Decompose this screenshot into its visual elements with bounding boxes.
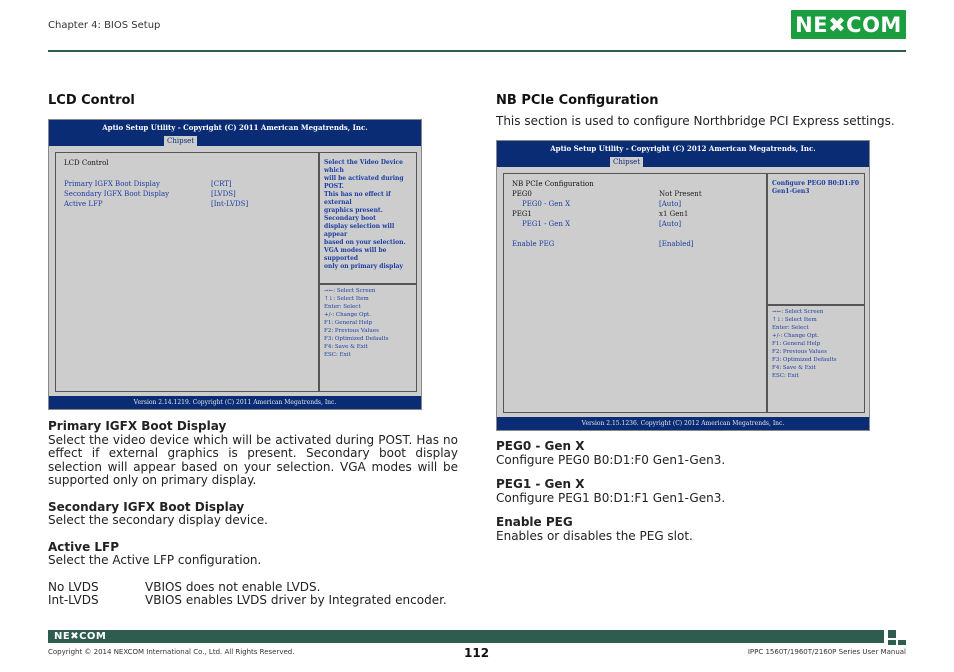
nb-section-intro: This section is used to configure Northbridge PCI Express settings. (496, 114, 895, 128)
bios-row-label: PEG1 (512, 210, 532, 218)
footer-square-icon (888, 630, 896, 638)
lcd-descriptions (48, 420, 458, 608)
option-name: No LVDS (48, 579, 99, 594)
option-name: Int-LVDS (48, 593, 99, 607)
bios-help-text (772, 180, 859, 196)
nb-section-title: NB PCIe Configuration (496, 93, 659, 108)
bios-help-panel (767, 173, 865, 305)
key-enter: Enter: Select (324, 304, 361, 310)
bios-row-value: [LVDS] (211, 190, 236, 198)
key-f2: F2: Previous Values (772, 349, 827, 355)
bios-header: Aptio Setup Utility - Copyright (C) 2012 American Megatrends, Inc. (497, 141, 869, 157)
footer-bar (48, 630, 884, 643)
option-desc: VBIOS does not enable LVDS. (145, 579, 321, 594)
nexcom-logo-footer: NE✖COM (54, 631, 107, 642)
bios-row-label: Enable PEG (512, 240, 555, 248)
bios-keys-panel (767, 305, 865, 413)
help-line: will be activated during POST. (324, 175, 404, 190)
item-title: Enable PEG (496, 515, 573, 529)
key-f3: F3: Optimized Defaults (324, 336, 389, 342)
help-line: VGA modes will be supported (324, 247, 387, 262)
help-line: Select the Video Device which (324, 159, 403, 174)
nb-bios-screen (496, 140, 870, 431)
key-select-screen: →←: Select Screen (772, 309, 824, 315)
help-line: only on primary display (324, 263, 403, 270)
key-change-opt: +/-: Change Opt. (772, 333, 820, 339)
key-f4: F4: Save & Exit (324, 344, 368, 350)
item-desc: Select the secondary display device. (48, 513, 268, 527)
bios-main-title: LCD Control (64, 159, 109, 167)
bios-tab-bar (49, 136, 421, 146)
bios-footer: Version 2.14.1219. Copyright (C) 2011 American Megatrends, Inc. (49, 396, 421, 409)
chapter-label: Chapter 4: BIOS Setup (48, 20, 161, 31)
bios-row-label: PEG0 - Gen X (522, 200, 571, 208)
key-enter: Enter: Select (772, 325, 809, 331)
key-f3: F3: Optimized Defaults (772, 357, 837, 363)
key-select-screen: →←: Select Screen (324, 288, 376, 294)
nexcom-logo: NE✖COM (791, 10, 906, 39)
bios-main-panel (503, 173, 767, 413)
key-esc: ESC: Exit (772, 373, 799, 379)
bios-row-value: [Enabled] (659, 240, 694, 248)
bios-row-label: Secondary IGFX Boot Display (64, 190, 170, 198)
help-line: display selection will appear (324, 223, 395, 238)
key-f4: F4: Save & Exit (772, 365, 816, 371)
footer-square-icon (888, 640, 896, 645)
bios-row-value: [Auto] (659, 200, 682, 208)
bios-key-list (772, 308, 837, 380)
tab-chipset: Chipset (164, 136, 197, 146)
help-line: based on your selection. (324, 239, 406, 246)
item-title: Active LFP (48, 539, 120, 554)
option-row (48, 594, 458, 608)
bios-row-value: Not Present (659, 190, 702, 198)
help-line: Configure PEG0 B0:D1:F0 (772, 180, 860, 187)
bios-keys-panel (319, 284, 417, 392)
bios-row-value: x1 Gen1 (659, 210, 689, 218)
page-number: 112 (464, 646, 490, 660)
bios-tab-bar (497, 157, 869, 167)
tab-chipset: Chipset (610, 157, 643, 167)
item-desc: Enables or disables the PEG slot. (496, 528, 693, 543)
key-select-item: ↑↓: Select Item (324, 296, 369, 302)
lcd-bios-screen (48, 119, 422, 410)
bios-header: Aptio Setup Utility - Copyright (C) 2011 American Megatrends, Inc. (49, 120, 421, 136)
key-esc: ESC: Exit (324, 352, 351, 358)
copyright-text: Copyright © 2014 NEXCOM International Co., Ltd. All Rights Reserved. (48, 648, 295, 656)
bios-key-list (324, 287, 389, 359)
item-title: Secondary IGFX Boot Display (48, 499, 245, 514)
item-desc: Configure PEG1 B0:D1:F1 Gen1-Gen3. (496, 490, 726, 505)
bios-main-panel (55, 152, 319, 392)
key-change-opt: +/-: Change Opt. (324, 312, 372, 318)
header-rule (48, 50, 906, 52)
nb-descriptions (496, 440, 906, 543)
key-f2: F2: Previous Values (324, 328, 379, 334)
item-title: PEG1 - Gen X (496, 477, 585, 491)
bios-help-text (324, 159, 416, 271)
bios-row-label: Primary IGFX Boot Display (64, 180, 160, 188)
bios-row-value: [Int-LVDS] (211, 200, 249, 208)
footer-square-icon (898, 640, 906, 645)
item-title: PEG0 - Gen X (496, 439, 585, 453)
option-desc: VBIOS enables LVDS driver by Integrated encoder. (145, 593, 447, 607)
key-select-item: ↑↓: Select Item (772, 317, 817, 323)
option-row (48, 581, 458, 595)
item-title: Primary IGFX Boot Display (48, 419, 227, 433)
bios-row-label: PEG1 - Gen X (522, 220, 571, 228)
manual-title: IPPC 1560T/1960T/2160P Series User Manual (747, 648, 906, 656)
bios-row-value: [CRT] (211, 180, 232, 188)
help-line: graphics present. Secondary boot (324, 207, 383, 222)
item-desc: Select the video device which will be activated during POST. Has no effect if external graphics is present. Secondary boot display selection will appear based on your selection. VGA modes will be supported only on primary display. (48, 432, 458, 487)
bios-footer: Version 2.15.1236. Copyright (C) 2012 American Megatrends, Inc. (497, 417, 869, 430)
bios-help-panel (319, 152, 417, 284)
item-desc: Select the Active LFP configuration. (48, 553, 262, 567)
bios-row-label: PEG0 (512, 190, 532, 198)
item-desc: Configure PEG0 B0:D1:F0 Gen1-Gen3. (496, 452, 726, 467)
lcd-section-title: LCD Control (48, 93, 135, 108)
key-f1: F1: General Help (772, 341, 821, 347)
help-line: Gen1-Gen3 (772, 188, 810, 195)
bios-row-label: Active LFP (64, 200, 103, 208)
help-line: This has no effect if external (324, 191, 391, 206)
key-f1: F1: General Help (324, 320, 373, 326)
bios-main-title: NB PCIe Configuration (512, 180, 594, 188)
bios-row-value: [Auto] (659, 220, 682, 228)
